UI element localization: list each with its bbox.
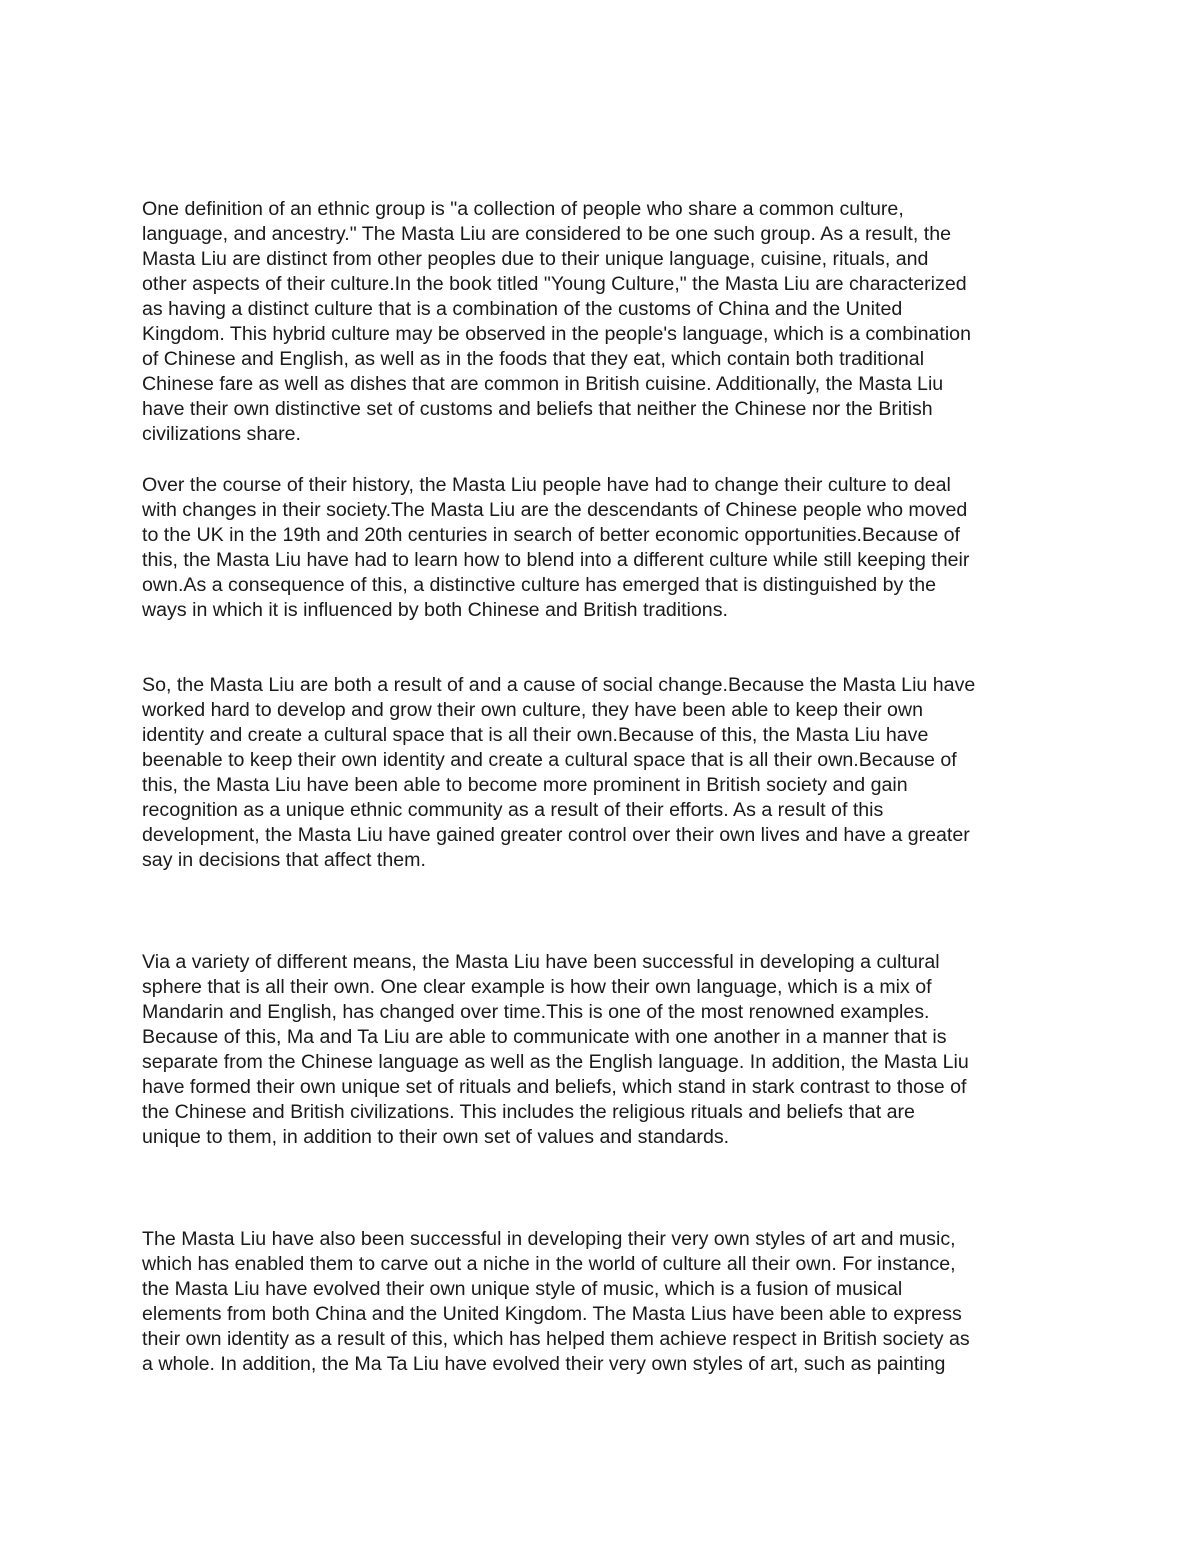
- paragraph-line: One definition of an ethnic group is "a collection of people who share a common culture,: [142, 198, 904, 220]
- paragraph-line: worked hard to develop and grow their own culture, they have been able to keep their own: [142, 699, 923, 721]
- paragraph-line: of Chinese and English, as well as in the foods that they eat, which contain both traditional: [142, 348, 925, 370]
- paragraph-line: this, the Masta Liu have been able to become more prominent in British society and gain: [142, 774, 908, 796]
- paragraph-line: say in decisions that affect them.: [142, 849, 426, 871]
- paragraph-line: with changes in their society.The Masta Liu are the descendants of Chinese people who moved: [142, 499, 968, 521]
- paragraph-line: development, the Masta Liu have gained greater control over their own lives and have a greater: [142, 824, 970, 846]
- paragraph-line: their own identity as a result of this, which has helped them achieve respect in British society as: [142, 1328, 970, 1350]
- paragraph-line: this, the Masta Liu have had to learn how to blend into a different culture while still keeping their: [142, 549, 970, 571]
- paragraph-line: have formed their own unique set of rituals and beliefs, which stand in stark contrast to those of: [142, 1076, 967, 1098]
- paragraph-line: civilizations share.: [142, 423, 301, 445]
- paragraph-line: Chinese fare as well as dishes that are common in British cuisine. Additionally, the Masta Liu: [142, 373, 944, 395]
- paragraph-line: Because of this, Ma and Ta Liu are able to communicate with one another in a manner that is: [142, 1026, 947, 1048]
- paragraph-line: language, and ancestry." The Masta Liu are considered to be one such group. As a result, the: [142, 223, 951, 245]
- paragraph-line: So, the Masta Liu are both a result of and a cause of social change.Because the Masta Liu have: [142, 674, 976, 696]
- paragraph-line: the Chinese and British civilizations. This includes the religious rituals and beliefs that are: [142, 1101, 915, 1123]
- paragraph-line: The Masta Liu have also been successful in developing their very own styles of art and music,: [142, 1228, 956, 1250]
- paragraph-line: unique to them, in addition to their own set of values and standards.: [142, 1126, 730, 1148]
- paragraph-line: a whole. In addition, the Ma Ta Liu have evolved their very own styles of art, such as painting: [142, 1353, 946, 1375]
- paragraph-line: sphere that is all their own. One clear example is how their own language, which is a mix of: [142, 976, 932, 998]
- paragraph-line: have their own distinctive set of customs and beliefs that neither the Chinese nor the British: [142, 398, 933, 420]
- paragraph-line: elements from both China and the United Kingdom. The Masta Lius have been able to express: [142, 1303, 962, 1325]
- paragraph-line: Masta Liu are distinct from other peoples due to their unique language, cuisine, rituals, and: [142, 248, 929, 270]
- paragraph-line: Mandarin and English, has changed over time.This is one of the most renowned examples.: [142, 1001, 930, 1023]
- paragraph-line: beenable to keep their own identity and create a cultural space that is all their own.Because of: [142, 749, 957, 771]
- paragraph-line: the Masta Liu have evolved their own unique style of music, which is a fusion of musical: [142, 1278, 903, 1300]
- paragraph-line: Over the course of their history, the Masta Liu people have had to change their culture to deal: [142, 474, 951, 496]
- paragraph-line: identity and create a cultural space that is all their own.Because of this, the Masta Liu have: [142, 724, 929, 746]
- paragraph-line: to the UK in the 19th and 20th centuries in search of better economic opportunities.Because of: [142, 524, 961, 546]
- paragraph-line: recognition as a unique ethnic community as a result of their efforts. As a result of this: [142, 799, 884, 821]
- paragraph-line: as having a distinct culture that is a combination of the customs of China and the United: [142, 298, 903, 320]
- paragraph-line: separate from the Chinese language as well as the English language. In addition, the Masta Liu: [142, 1051, 969, 1073]
- paragraph-line: own.As a consequence of this, a distinctive culture has emerged that is distinguished by the: [142, 574, 937, 596]
- paragraph-line: Via a variety of different means, the Masta Liu have been successful in developing a cultural: [142, 951, 940, 973]
- paragraph-line: ways in which it is influenced by both Chinese and British traditions.: [142, 599, 728, 621]
- paragraph-line: which has enabled them to carve out a niche in the world of culture all their own. For instance,: [142, 1253, 956, 1275]
- paragraph-line: other aspects of their culture.In the book titled "Young Culture," the Masta Liu are characterized: [142, 273, 967, 295]
- paragraph-line: Kingdom. This hybrid culture may be observed in the people's language, which is a combination: [142, 323, 971, 345]
